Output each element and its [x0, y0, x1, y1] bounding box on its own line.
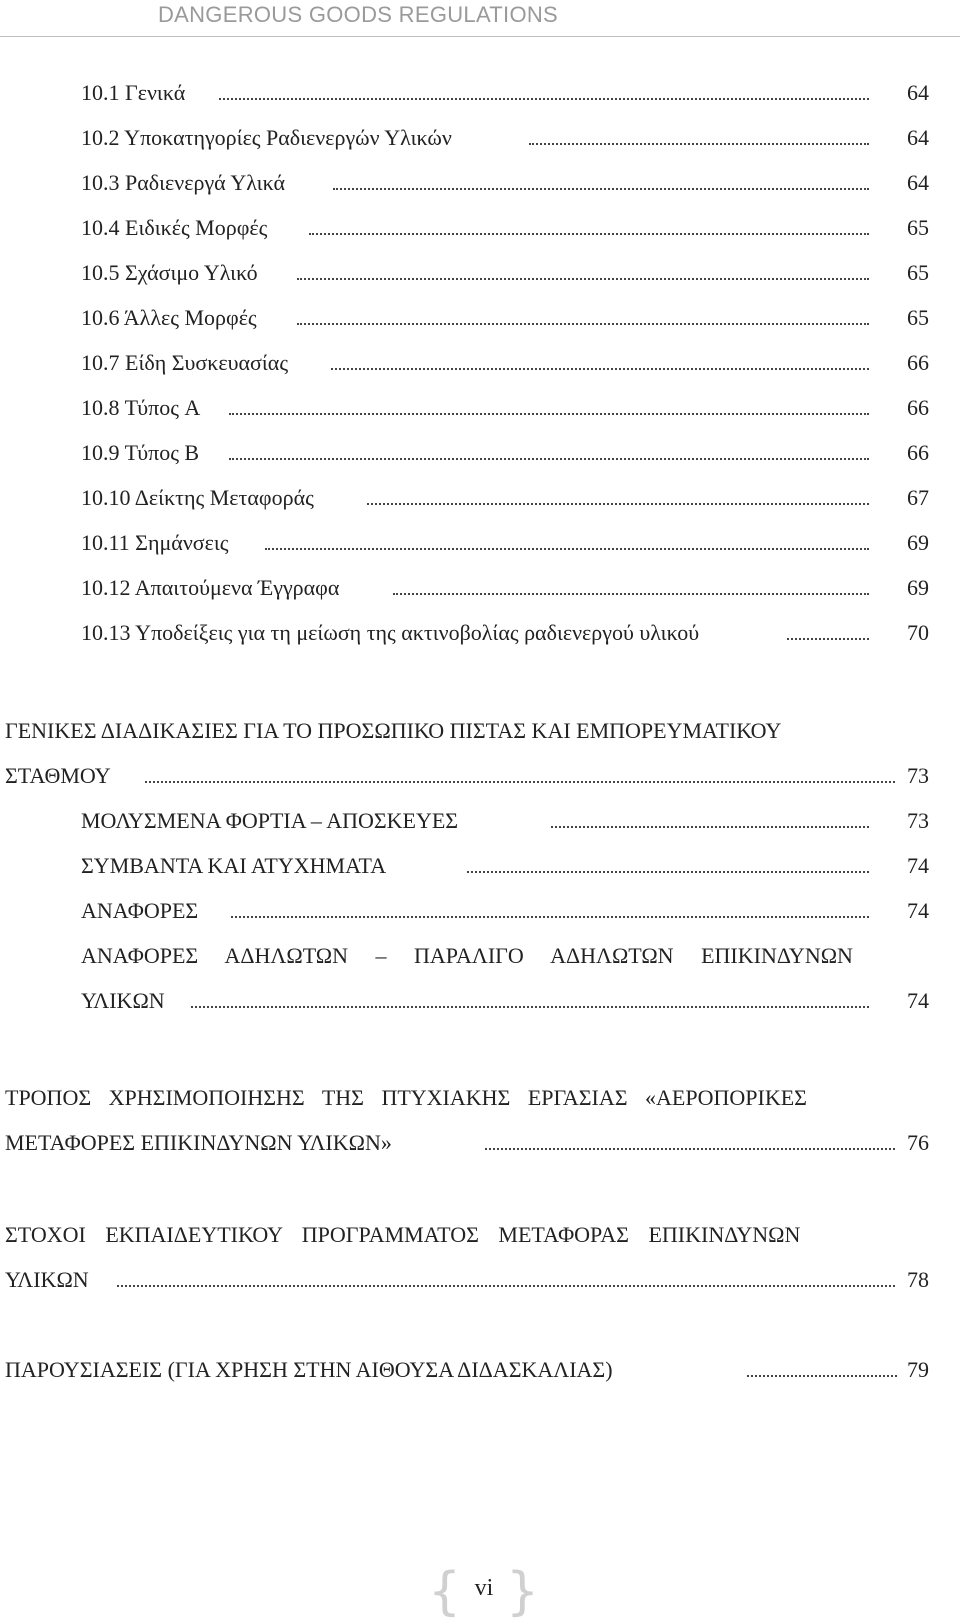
toc-entry[interactable] [81, 80, 929, 106]
header-rule [0, 36, 960, 37]
toc-entry-title: 10.9 Τύπος B [81, 440, 200, 465]
toc-entry-title: 10.12 Απαιτούμενα Έγγραφα [81, 575, 340, 600]
dot-leader [265, 548, 869, 550]
toc-entry[interactable] [81, 395, 929, 421]
toc-entry-title: 10.10 Δείκτης Μεταφοράς [81, 485, 314, 510]
dot-leader [529, 143, 869, 145]
dot-leader [333, 188, 869, 190]
toc-page-number: 74 [907, 988, 929, 1013]
toc-entry-title: ΠΑΡΟΥΣΙΑΣΕΙΣ (ΓΙΑ ΧΡΗΣΗ ΣΤΗΝ ΑΙΘΟΥΣΑ ΔΙΔΑΣΚΑΛΙΑΣ) [5, 1357, 613, 1382]
toc-entry[interactable] [81, 215, 929, 241]
toc-page-number: 66 [907, 395, 929, 420]
dot-leader [331, 368, 869, 370]
toc-page-number: 65 [907, 260, 929, 285]
toc-entry-title: ΣΥΜΒΑΝΤΑ ΚΑΙ ΑΤΥΧΗΜΑΤΑ [81, 853, 387, 878]
toc-entry-title: 10.6 Άλλες Μορφές [81, 305, 257, 330]
toc-entry-title: 10.13 Υποδείξεις για τη μείωση της ακτινοβολίας ραδιενεργού υλικού [81, 620, 700, 645]
toc-page-number: 64 [907, 170, 929, 195]
dot-leader [191, 1006, 869, 1008]
toc-entry[interactable] [81, 943, 929, 1013]
toc-page-number: 70 [907, 620, 929, 645]
toc-entry[interactable] [81, 260, 929, 286]
toc-page-number: 74 [907, 898, 929, 923]
dot-leader [231, 916, 869, 918]
toc-page-number: 67 [907, 485, 929, 510]
toc-entry[interactable] [81, 620, 929, 646]
toc-page-number: 64 [907, 125, 929, 150]
toc-entry[interactable] [81, 485, 929, 511]
dot-leader [297, 323, 869, 325]
toc-entry[interactable] [81, 350, 929, 376]
toc-page-number: 65 [907, 215, 929, 240]
toc-page-number: 66 [907, 350, 929, 375]
footer-left-brace: { [428, 1562, 462, 1622]
footer-right-brace: } [506, 1562, 540, 1622]
toc-entry-title: ΑΝΑΦΟΡΕΣ [81, 898, 199, 923]
toc-entry-title: ΣΤΟΧΟΙ ΕΚΠΑΙΔΕΥΤΙΚΟΥ ΠΡΟΓΡΑΜΜΑΤΟΣ ΜΕΤΑΦΟΡΑΣ ΕΠΙΚΙΝΔΥΝΩΝ [5, 1222, 801, 1247]
dot-leader [367, 503, 869, 505]
toc-entry[interactable] [5, 1085, 929, 1155]
toc-entry[interactable] [81, 305, 929, 331]
dot-leader [229, 458, 869, 460]
dot-leader [393, 593, 869, 595]
running-header [0, 0, 960, 38]
toc-page-number: 69 [907, 530, 929, 555]
dot-leader [485, 1148, 895, 1150]
toc-entry[interactable] [81, 125, 929, 151]
toc-entry-title-continued: ΜΕΤΑΦΟΡΕΣ ΕΠΙΚΙΝΔΥΝΩΝ ΥΛΙΚΩΝ» [5, 1130, 392, 1155]
toc-entry[interactable] [5, 1357, 929, 1383]
toc-entry-title: 10.4 Ειδικές Μορφές [81, 215, 268, 240]
toc-entry-title: 10.7 Είδη Συσκευασίας [81, 350, 289, 375]
toc-page-number: 65 [907, 305, 929, 330]
toc-page-number: 78 [907, 1267, 929, 1292]
toc-entry[interactable] [81, 898, 929, 924]
toc-entry-title: 10.3 Ραδιενεργά Υλικά [81, 170, 286, 195]
toc-entry-title-continued: ΥΛΙΚΩΝ [81, 988, 165, 1013]
toc-entry[interactable] [81, 530, 929, 556]
toc-page-number: 69 [907, 575, 929, 600]
toc-entry-title: ΤΡΟΠΟΣ ΧΡΗΣΙΜΟΠΟΙΗΣΗΣ ΤΗΣ ΠΤΥΧΙΑΚΗΣ ΕΡΓΑΣΙΑΣ «ΑΕΡΟΠΟΡΙΚΕΣ [5, 1085, 807, 1110]
toc-entry-title: 10.2 Υποκατηγορίες Ραδιενεργών Υλικών [81, 125, 452, 150]
toc-entry[interactable] [5, 1222, 929, 1292]
toc-entry-title-continued: ΥΛΙΚΩΝ [5, 1267, 89, 1292]
dot-leader [145, 781, 895, 783]
toc-entry-title: 10.11 Σημάνσεις [81, 530, 229, 555]
toc-page-number: 79 [907, 1357, 929, 1382]
toc-entry-title: 10.1 Γενικά [81, 80, 186, 105]
toc-entry-title: ΓΕΝΙΚΕΣ ΔΙΑΔΙΚΑΣΙΕΣ ΓΙΑ ΤΟ ΠΡΟΣΩΠΙΚΟ ΠΙΣΤΑΣ ΚΑΙ ΕΜΠΟΡΕΥΜΑΤΙΚΟΥ [5, 718, 782, 743]
header-title: DANGEROUS GOODS REGULATIONS [157, 2, 559, 27]
dot-leader [219, 98, 869, 100]
dot-leader [117, 1285, 895, 1287]
dot-leader [747, 1375, 897, 1377]
dot-leader [309, 233, 869, 235]
toc-entry[interactable] [81, 440, 929, 466]
toc-page-number: 74 [907, 853, 929, 878]
toc-entry[interactable] [5, 718, 929, 788]
dot-leader [229, 413, 869, 415]
dot-leader [467, 871, 869, 873]
toc-entry[interactable] [81, 808, 929, 834]
toc-entry[interactable] [81, 170, 929, 196]
toc-entry[interactable] [81, 575, 929, 601]
toc-page-number: 73 [907, 808, 929, 833]
toc-entry-title: ΜΟΛΥΣΜΕΝΑ ΦΟΡΤΙΑ – ΑΠΟΣΚΕΥΕΣ [81, 808, 459, 833]
toc-entry[interactable] [81, 853, 929, 879]
dot-leader [297, 278, 869, 280]
dot-leader [787, 638, 869, 640]
toc-page-number: 73 [907, 763, 929, 788]
toc-page-number: 76 [907, 1130, 929, 1155]
toc-page-number: 66 [907, 440, 929, 465]
dot-leader [551, 826, 869, 828]
toc-entry-title: 10.8 Τύπος A [81, 395, 201, 420]
toc-entry-title: ΑΝΑΦΟΡΕΣ ΑΔΗΛΩΤΩΝ – ΠΑΡΑΛΙΓΟ ΑΔΗΛΩΤΩΝ ΕΠΙΚΙΝΔΥΝΩΝ [81, 943, 853, 968]
toc-page-number: 64 [907, 80, 929, 105]
toc-entry-title-continued: ΣΤΑΘΜΟΥ [5, 763, 111, 788]
toc-entry-title: 10.5 Σχάσιμο Υλικό [81, 260, 258, 285]
footer-page-number: vi [474, 1575, 494, 1601]
